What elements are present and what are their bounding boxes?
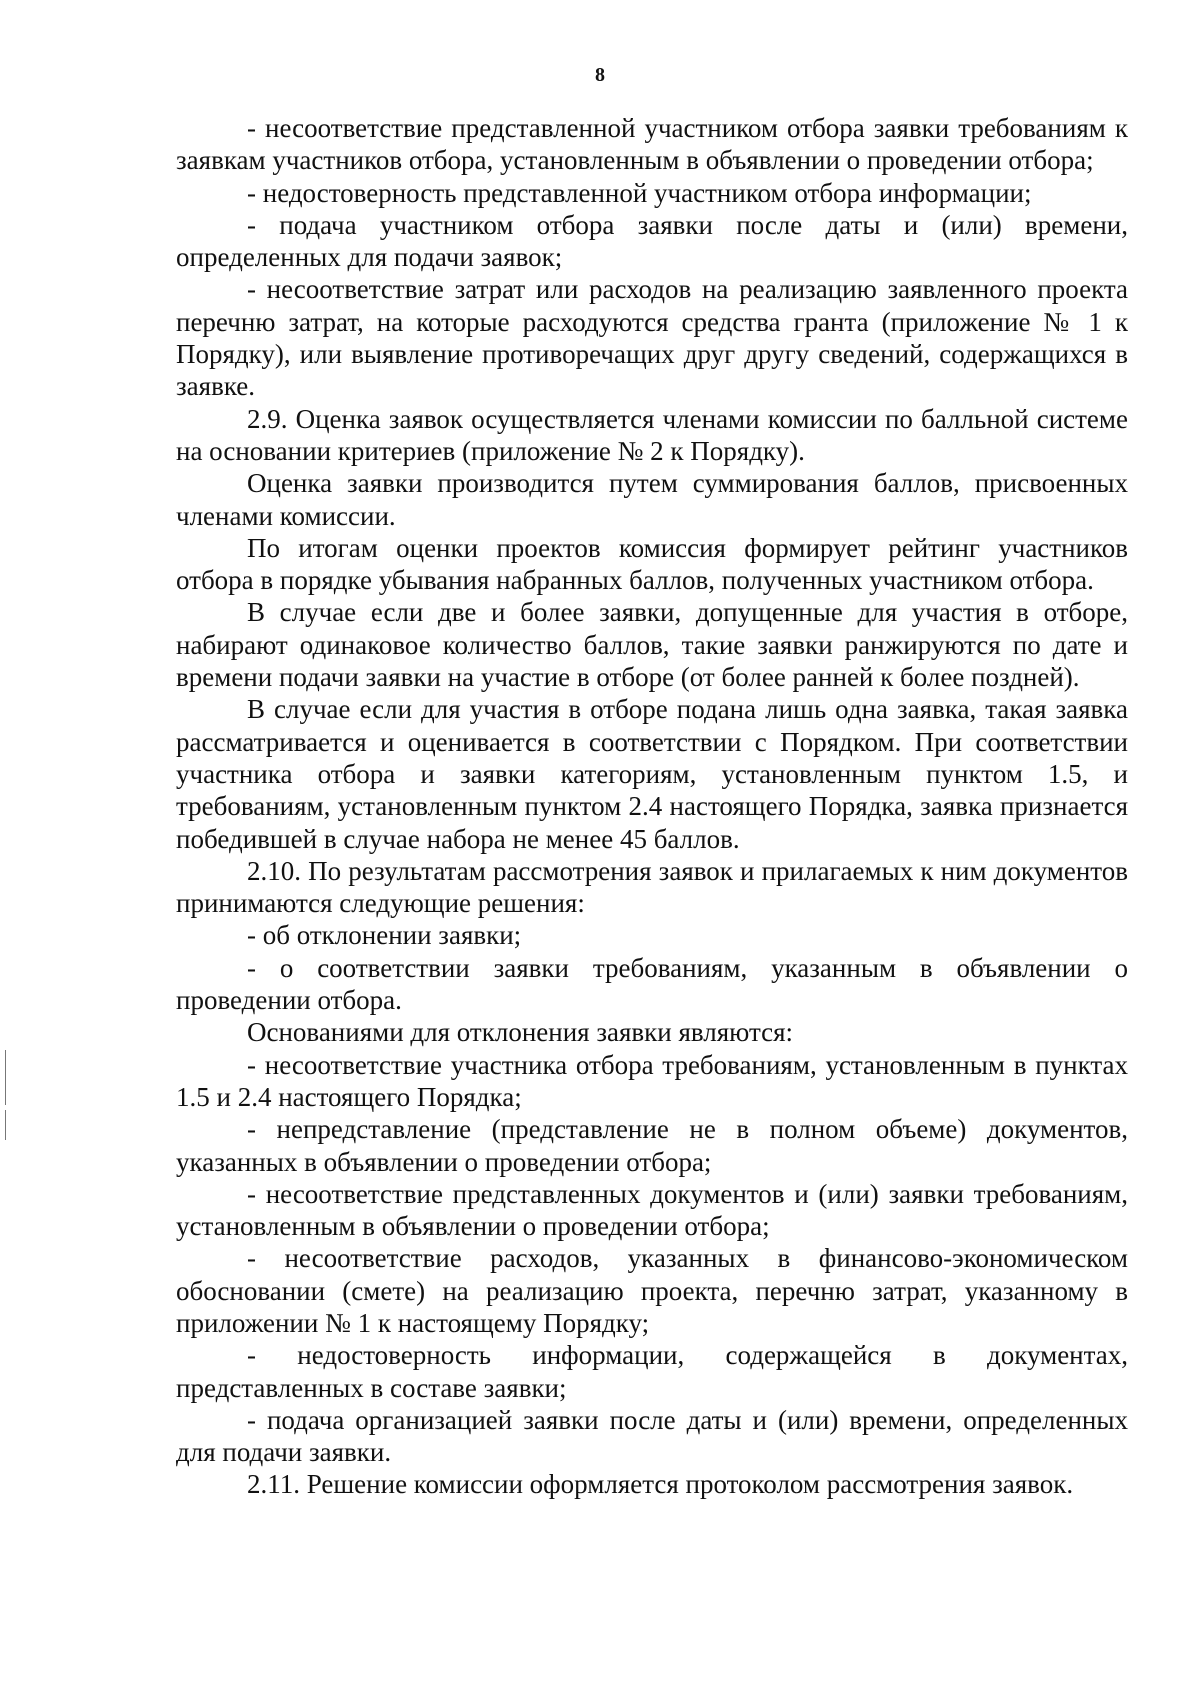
document-body <box>176 112 1128 1501</box>
margin-scan-mark <box>5 1110 6 1140</box>
paragraph: - несоответствие участника отбора требованиям, установленным в пунктах 1.5 и 2.4 настоящего Порядка; <box>176 1049 1128 1112</box>
paragraph: - недостоверность информации, содержащейся в документах, представленных в составе заявки; <box>176 1340 1128 1403</box>
paragraph: - подача участником отбора заявки после даты и (или) времени, определенных для подачи заявок; <box>176 209 1128 273</box>
paragraph: В случае если для участия в отборе подана лишь одна заявка, такая заявка рассматривается и оценивается в соответствии с Порядком. При соответствии участника отбора и заявки категориям, установленным пунктом 1.5, и требованиям, установленным пунктом 2.4 настоящего Порядка, заявка признается победившей в случае набора не менее 45 баллов. <box>176 694 1128 854</box>
paragraph: 2.10. По результатам рассмотрения заявок и прилагаемых к ним документов принимаются следующие решения: <box>176 855 1128 919</box>
paragraph: - несоответствие представленных документов и (или) заявки требованиям, установленным в объявлении о проведении отбора; <box>176 1178 1128 1242</box>
paragraph: По итогам оценки проектов комиссия формирует рейтинг участников отбора в порядке убывания набранных баллов, полученных участником отбора. <box>176 532 1128 596</box>
paragraph: - недостоверность представленной участником отбора информации; <box>247 177 1032 208</box>
paragraph: 2.9. Оценка заявок осуществляется членами комиссии по балльной системе на основании критериев (приложение № 2 к Порядку). <box>176 403 1128 466</box>
paragraph: - подача организацией заявки после даты и (или) времени, определенных для подачи заявки. <box>176 1404 1128 1468</box>
paragraph: - несоответствие представленной участником отбора заявки требованиям к заявкам участников отбора, установленным в объявлении о проведении отбора; <box>176 113 1128 176</box>
page-number: 8 <box>595 64 605 86</box>
paragraph: 2.11. Решение комиссии оформляется протоколом рассмотрения заявок. <box>247 1469 1074 1500</box>
paragraph: - несоответствие расходов, указанных в финансово-экономическом обосновании (смете) на реализацию проекта, перечню затрат, указанному в приложении № 1 к настоящему Порядку; <box>176 1243 1128 1338</box>
paragraph: - о соответствии заявки требованиям, указанным в объявлении о проведении отбора. <box>176 952 1128 1016</box>
paragraph: Оценка заявки производится путем суммирования баллов, присвоенных членами комиссии. <box>176 468 1128 531</box>
margin-scan-mark <box>5 1050 6 1105</box>
paragraph: Основаниями для отклонения заявки являются: <box>247 1017 794 1048</box>
paragraph: В случае если две и более заявки, допущенные для участия в отборе, набирают одинаковое количество баллов, такие заявки ранжируются по дате и времени подачи заявки на участие в отборе (от более ранней к более поздней). <box>176 597 1128 693</box>
paragraph: - непредставление (представление не в полном объеме) документов, указанных в объявлении о проведении отбора; <box>176 1114 1128 1177</box>
paragraph: - несоответствие затрат или расходов на реализацию заявленного проекта перечню затрат, на которые расходуются средства гранта (приложение № 1 к Порядку), или выявление противоречащих друг другу сведений, содержащихся в заявке. <box>176 274 1128 402</box>
paragraph: - об отклонении заявки; <box>247 920 522 951</box>
